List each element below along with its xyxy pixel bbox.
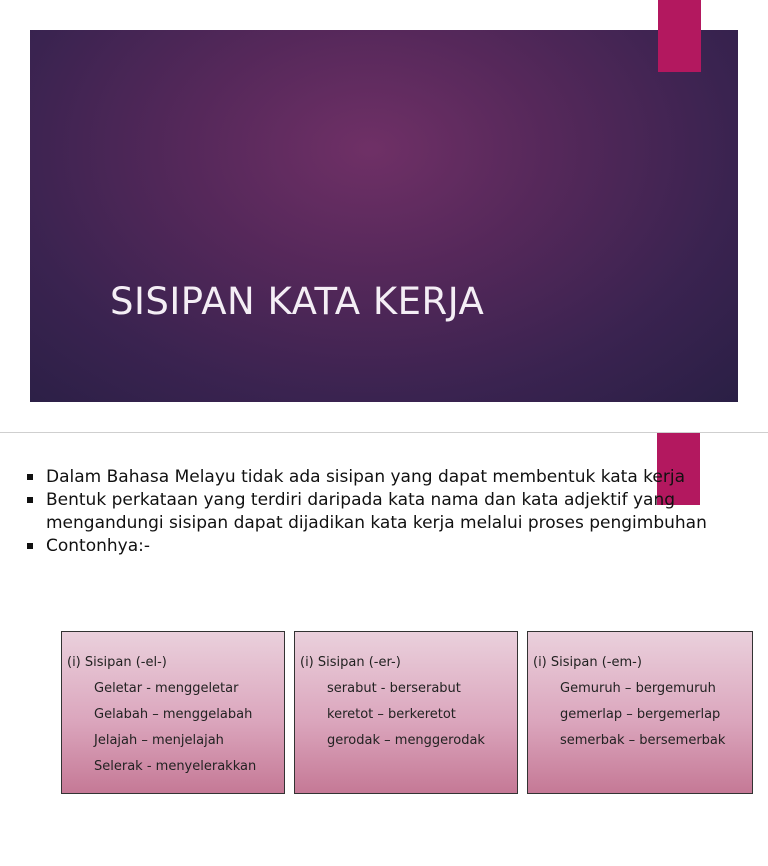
slide-divider <box>0 432 768 433</box>
example-row: serabut - berserabut <box>327 681 461 696</box>
example-row: keretot – berkeretot <box>327 707 456 722</box>
box-heading: (i) Sisipan (-el-) <box>67 655 167 670</box>
bullet-list <box>24 466 724 558</box>
example-row: semerbak – bersemerbak <box>560 733 726 748</box>
square-bullet-icon <box>27 543 33 549</box>
example-row: Selerak - menyelerakkan <box>94 759 257 774</box>
slide-title: SISIPAN KATA KERJA <box>110 280 485 323</box>
example-row: Jelajah – menjelajah <box>94 733 224 748</box>
square-bullet-icon <box>27 474 33 480</box>
example-row: Gemuruh – bergemuruh <box>560 681 716 696</box>
bullet-item <box>24 489 724 535</box>
example-box-em <box>527 631 753 794</box>
bullet-text: Contonhya:- <box>46 536 151 556</box>
bullet-item <box>24 535 724 558</box>
square-bullet-icon <box>27 497 33 503</box>
example-row: Gelabah – menggelabah <box>94 707 253 722</box>
accent-tab-top <box>658 0 701 72</box>
bullet-text: Bentuk perkataan yang terdiri daripada kata nama dan kata adjektif yang mengandungi sisipan dapat dijadikan kata kerja melalui proses pengimbuhan <box>46 490 707 533</box>
bullet-item <box>24 466 724 489</box>
example-row: gemerlap – bergemerlap <box>560 707 721 722</box>
example-box-er <box>294 631 518 794</box>
box-heading: (i) Sisipan (-em-) <box>533 655 642 670</box>
box-heading: (i) Sisipan (-er-) <box>300 655 401 670</box>
title-slide-banner <box>30 30 738 402</box>
example-box-el <box>61 631 285 794</box>
bullet-text: Dalam Bahasa Melayu tidak ada sisipan yang dapat membentuk kata kerja <box>46 467 685 487</box>
example-row: gerodak – menggerodak <box>327 733 485 748</box>
example-row: Geletar - menggeletar <box>94 681 239 696</box>
